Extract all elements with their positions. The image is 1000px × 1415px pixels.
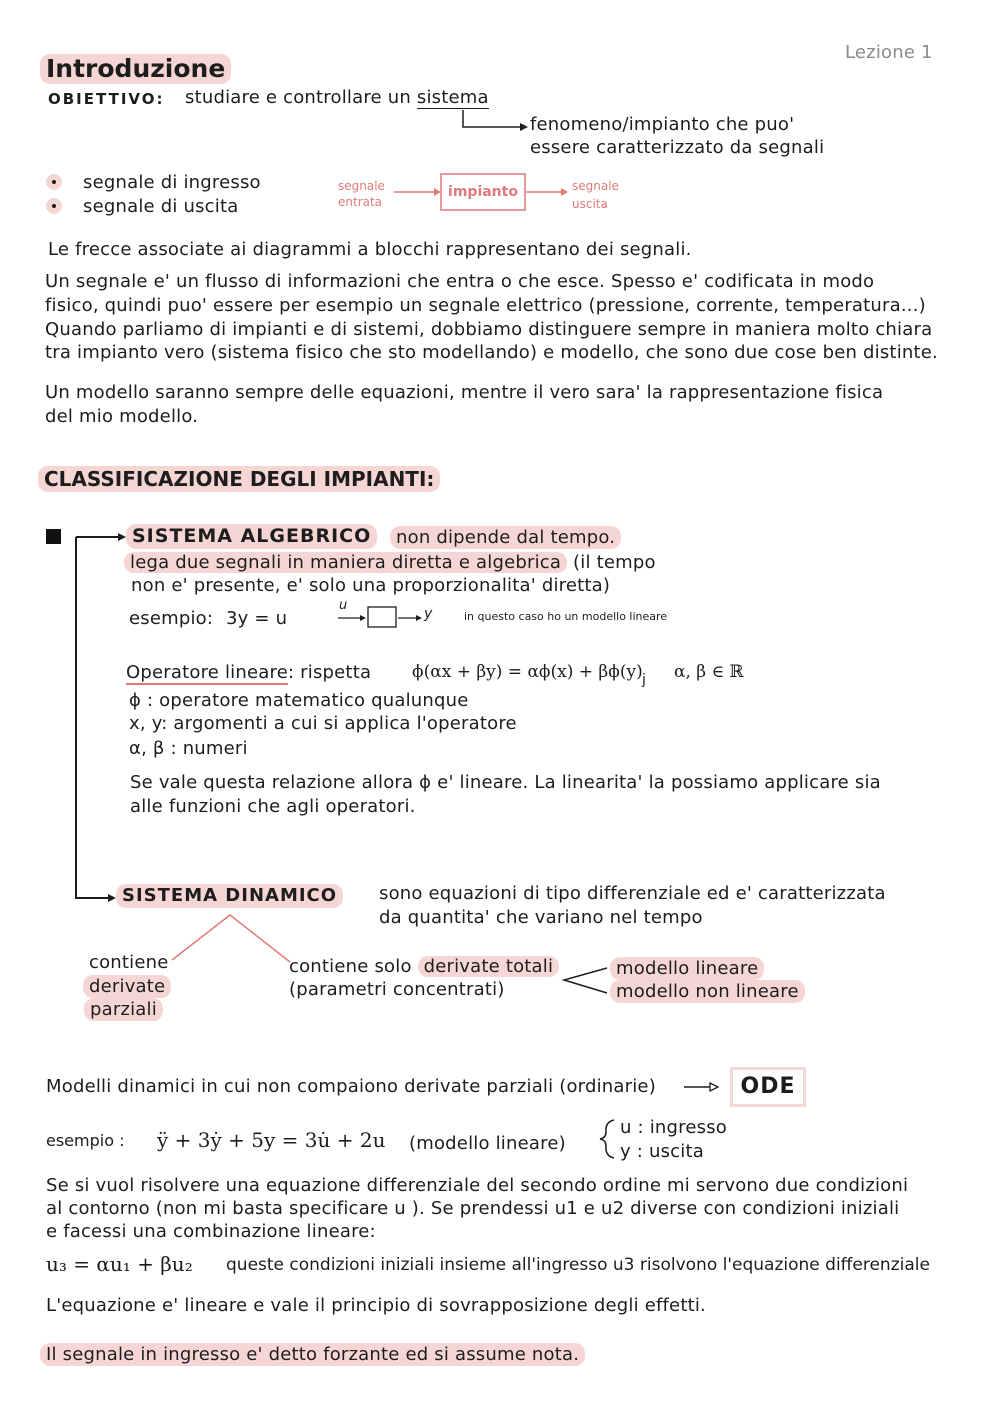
partial-derivatives-line-3: parziali [84, 998, 163, 1021]
definition-phi: ϕ : operatore matematico qualunque [129, 690, 469, 711]
objective-label: OBIETTIVO: [48, 90, 165, 108]
bullet-icon [46, 198, 62, 214]
sistema-dinamico-title: SISTEMA DINAMICO [116, 884, 343, 908]
diagram-input-label-2: entrata [338, 195, 383, 209]
diagram-input-label-1: segnale [338, 179, 385, 193]
signal-item-output: segnale di uscita [83, 196, 239, 217]
dynamic-desc-line-2: da quantita' che variano nel tempo [379, 907, 703, 928]
model-linear: modello lineare [610, 957, 764, 980]
ode-legend-input: u : ingresso [620, 1117, 727, 1138]
diagram-u-label: u [339, 598, 348, 613]
diagram-output-label-1: segnale [572, 179, 619, 193]
dynamic-desc-line-1: sono equazioni di tipo differenziale ed e' caratterizzata [379, 883, 886, 904]
definition-xy: x, y: argomenti a cui si applica l'operatore [129, 713, 517, 734]
page-title: Introduzione [40, 54, 231, 84]
linear-operator-domain: α, β ∈ ℝ [674, 662, 744, 682]
sistema-algebrico-title: SISTEMA ALGEBRICO [126, 524, 377, 549]
diagram-output-label-2: uscita [572, 197, 608, 211]
linear-operator-formula: ϕ(αx + βy) = αϕ(x) + βϕ(y) [412, 662, 643, 682]
definition-alpha-beta: α, β : numeri [129, 738, 248, 759]
objective-text-pre: studiare e controllare un [185, 87, 417, 108]
diagram-y-label: y [424, 606, 433, 622]
total-derivatives-line-2: (parametri concentrati) [289, 979, 505, 1000]
superposition-text: L'equazione e' lineare e vale il principio di sovrapposizione degli effetti. [46, 1295, 706, 1316]
ode-paragraph-line-3: e facessi una combinazione lineare: [46, 1221, 376, 1242]
ode-example-label: esempio : [46, 1131, 125, 1150]
algebraic-desc-line-2: non e' presente, e' solo una proporzionalita' diretta) [131, 575, 611, 596]
impianto-block: impianto [440, 173, 526, 211]
system-definition-1: fenomeno/impianto che puo' [530, 114, 795, 135]
ode-paragraph-line-2: al contorno (non mi basta specificare u ). Se prendessi u1 e u2 diverse con condizioni iniziali [46, 1198, 900, 1219]
algebraic-example-equation: 3y = u [226, 608, 288, 629]
lesson-label: Lezione 1 [845, 42, 933, 63]
algebraic-desc-highlight: lega due segnali in maniera diretta e algebrica [124, 552, 567, 573]
ode-legend-output: y : uscita [620, 1141, 704, 1162]
linear-operator-line [126, 661, 371, 684]
intro-paragraph-3-line-1: Un modello saranno sempre delle equazioni, mentre il vero sara' la rappresentazione fisica [45, 382, 884, 403]
system-definition-2: essere caratterizzato da segnali [530, 137, 825, 158]
linear-operator-separator: j [642, 672, 646, 688]
linearity-line-1: Se vale questa relazione allora ϕ e' lineare. La linearita' la possiamo applicare sia [130, 772, 881, 793]
ode-intro-line: Modelli dinamici in cui non compaiono derivate parziali (ordinarie) [46, 1076, 656, 1097]
intro-paragraph-2-line-1: Un segnale e' un flusso di informazioni che entra o che esce. Spesso e' codificata in modo [45, 271, 875, 292]
signal-item-input: segnale di ingresso [83, 172, 261, 193]
intro-paragraph-2-line-3: Quando parliamo di impianti e di sistemi, dobbiamo distinguere sempre in maniera molto chiara [45, 319, 933, 340]
linear-operator-label: Operatore lineare [126, 662, 288, 683]
total-derivatives-line-1 [289, 955, 559, 978]
partial-derivatives-line-2: derivate [83, 975, 171, 998]
partial-derivatives-line-1: contiene [89, 952, 169, 973]
algebraic-example-label: esempio: [129, 608, 214, 629]
ode-label-box: ODE [730, 1067, 806, 1107]
algebraic-example-note: in questo caso ho un modello lineare [464, 610, 668, 623]
algebraic-desc-line-1 [124, 551, 656, 574]
final-note: Il segnale in ingresso e' detto forzante ed si assume nota. [40, 1343, 585, 1366]
algebraic-note: non dipende dal tempo. [390, 526, 621, 549]
classification-heading: CLASSIFICAZIONE DEGLI IMPIANTI: [38, 466, 440, 492]
linear-operator-text: : rispetta [287, 662, 372, 683]
total-derivatives-highlight: derivate totali [418, 956, 560, 977]
ode-example-equation: ÿ + 3ẏ + 5y = 3u̇ + 2u [157, 1128, 386, 1152]
linearity-line-2: alle funzioni che agli operatori. [130, 796, 416, 817]
algebraic-desc-tail: (il tempo [573, 552, 656, 573]
combination-text: queste condizioni iniziali insieme all'ingresso u3 risolvono l'equazione differenziale [226, 1255, 930, 1275]
total-derivatives-pre: contiene solo [289, 956, 412, 977]
intro-paragraph-3-line-2: del mio modello. [45, 406, 199, 427]
square-bullet-icon [46, 529, 61, 544]
intro-paragraph-2-line-2: fisico, quindi puo' essere per esempio un segnale elettrico (pressione, corrente, temperatura...) [45, 295, 926, 316]
objective-word-sistema: sistema [416, 87, 489, 108]
intro-paragraph-1: Le frecce associate ai diagrammi a blocchi rappresentano dei segnali. [48, 239, 692, 260]
intro-paragraph-2-line-4: tra impianto vero (sistema fisico che sto modellando) e modello, che sono due cose ben distinte. [45, 342, 938, 363]
model-nonlinear: modello non lineare [610, 980, 805, 1003]
combination-equation: u₃ = αu₁ + βu₂ [46, 1252, 193, 1276]
bullet-icon [46, 174, 62, 190]
ode-example-note: (modello lineare) [409, 1133, 566, 1154]
ode-paragraph-line-1: Se si vuol risolvere una equazione differenziale del secondo ordine mi servono due condizioni [46, 1175, 909, 1196]
objective-text [185, 86, 489, 109]
